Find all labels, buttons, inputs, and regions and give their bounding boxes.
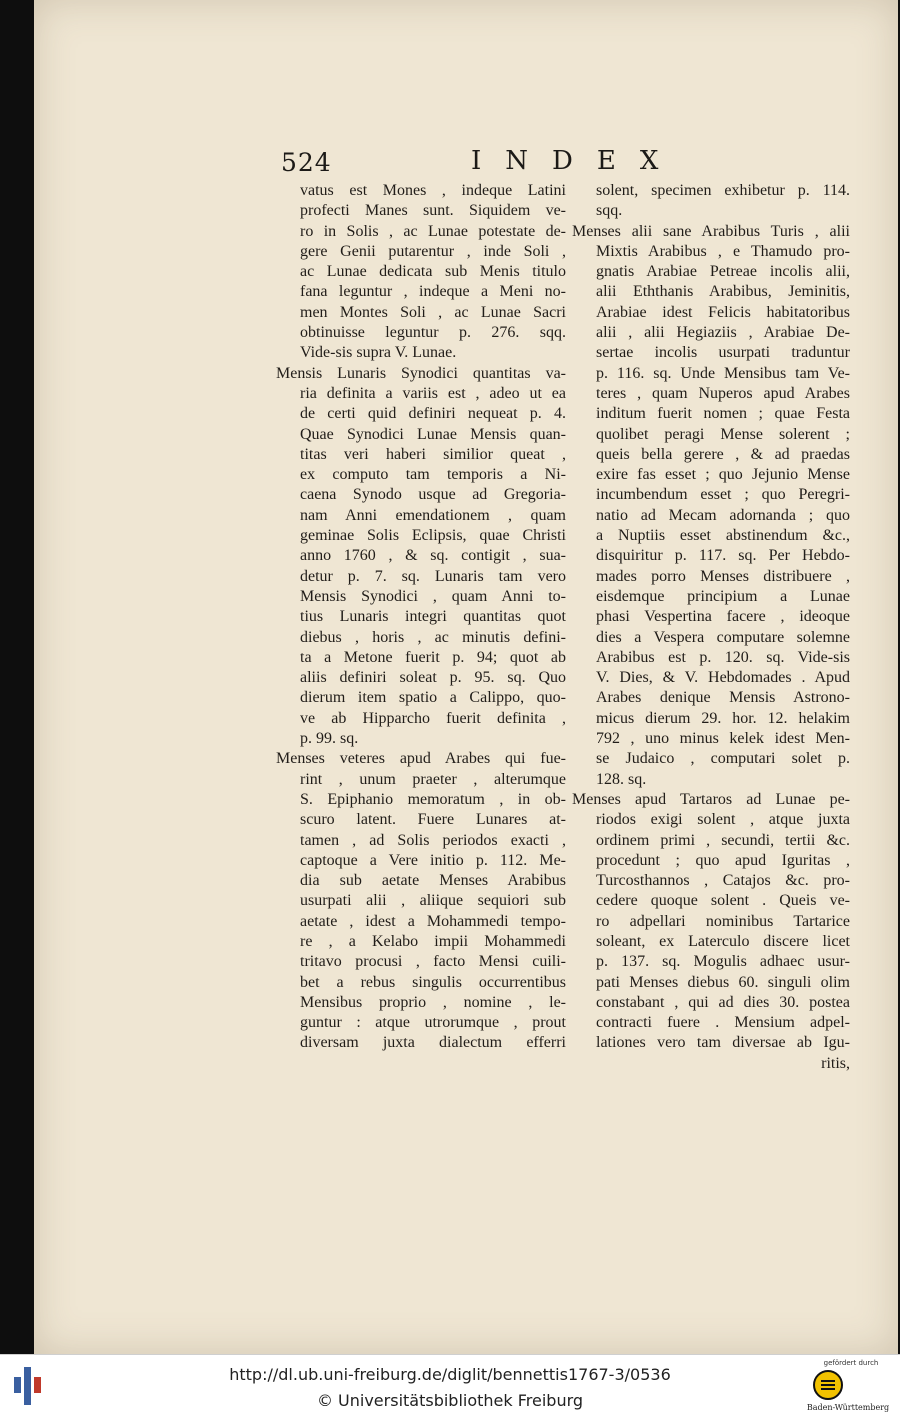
text-line: dies a Vespera computare solemne (596, 628, 850, 646)
text-line: usurpati alii , aliique sequiori sub (300, 892, 566, 910)
coat-of-arms-icon (812, 1369, 844, 1401)
text-line: fana leguntur , indeque a Meni no- (300, 283, 566, 301)
text-line: rint , unum praeter , alterumque (300, 770, 566, 788)
text-line: obtinuisse leguntur p. 276. sqq. (300, 324, 566, 342)
text-line: Arabiae idest Felicis habitatoribus (596, 303, 850, 321)
right-column (572, 181, 850, 1074)
text-line: Mixtis Arabibus , e Thamudo pro- (596, 242, 850, 260)
text-line: phasi Vespertina facere , ideoque (596, 608, 850, 626)
text-line: Turcosthannos , Catajos &c. pro- (596, 872, 850, 890)
text-line: gnatis Arabiae Petreae incolis alii, (596, 263, 850, 281)
text-line: quolibet peragi Mense solerent ; (596, 425, 850, 443)
text-line: a Nuptiis esset abstinendum &c., (596, 527, 850, 545)
text-line: procedunt ; quo apud Iguritas , (596, 851, 850, 869)
text-line: tius Lunaris integri quantitas quot (300, 608, 566, 626)
text-line: guntur : atque utrorumque , prout (300, 1014, 566, 1032)
sponsor-label: gefördert durch (823, 1359, 879, 1367)
text-line: Mensis Lunaris Synodici quantitas va- (276, 364, 566, 382)
text-line: alii Eththanis Arabibus, Jeminitis, (596, 283, 850, 301)
text-line: detur p. 7. sq. Lunaris tam vero (300, 567, 566, 585)
text-line: disquiritur p. 117. sq. Per Hebdo- (596, 547, 850, 565)
text-line: Arabibus est p. 120. sq. Vide-sis (596, 648, 850, 666)
text-line: ac Lunae dedicata sub Menis titulo (300, 263, 566, 281)
text-line: ordinem primi , secundi, tertii &c. (596, 831, 850, 849)
text-line: 128. sq. (596, 770, 647, 788)
text-line: dia sub aetate Menses Arabibus (300, 872, 566, 890)
text-line: alii , alii Hegiaziis , Arabiae De- (596, 324, 850, 342)
text-line: soleant, ex Laterculo discere licet (596, 932, 850, 950)
text-line: p. 99. sq. (300, 730, 359, 748)
text-line: diebus , horis , ac minutis defini- (300, 628, 566, 646)
page-header (281, 148, 761, 184)
text-line: queis bella gerere , & ad praedas (596, 445, 850, 463)
text-line: men Montes Soli , ac Lunae Sacri (300, 303, 566, 321)
text-line: exire fas esset ; quo Jejunio Mense (596, 466, 850, 484)
text-line: p. 116. sq. Unde Mensibus tam Ve- (596, 364, 850, 382)
text-line: sertae incolis usurpati traduntur (596, 344, 850, 362)
text-line: ria definita a variis est , adeo ut ea (300, 384, 566, 402)
text-line: Vide-sis supra V. Lunae. (300, 344, 457, 362)
text-line: sqq. (596, 202, 623, 220)
text-line: diversam juxta dialectum efferri (300, 1034, 566, 1052)
text-line: dierum item spatio a Calippo, quo- (300, 689, 566, 707)
text-line: natio ad Mecam adornanda ; quo (596, 506, 850, 524)
text-line: solent, specimen exhibetur p. 114. (596, 182, 850, 199)
text-line: V. Dies, & V. Hebdomades . Apud (596, 669, 850, 687)
text-line: tamen , ad Solis periodos exacti , (300, 831, 566, 849)
text-line: titas veri haberi similior queat , (300, 445, 566, 463)
text-line: aliis definiri soleat p. 95. sq. Quo (300, 669, 566, 687)
text-line: incumbendum esset ; quo Peregri- (596, 486, 850, 504)
text-line: gere Genii putarentur , inde Soli , (300, 242, 566, 260)
text-line: contracti fuere . Mensium adpel- (596, 1014, 850, 1032)
text-line: vatus est Mones , indeque Latini (300, 182, 566, 199)
text-line: nam Anni emendationem , quam (300, 506, 566, 524)
permalink-url[interactable]: http://dl.ub.uni-freiburg.de/diglit/bennettis1767-3/0536 (229, 1365, 671, 1384)
text-line: ta a Metone fuerit p. 94; quot ab (300, 648, 566, 666)
text-line: riodos exigi solent , atque juxta (596, 811, 850, 829)
text-line: lationes vero tam diversae ab Igu- (596, 1034, 850, 1052)
text-line: aetate , idest a Mohammedi tempo- (300, 912, 566, 930)
text-line: captoque a Vere initio p. 112. Me- (300, 851, 566, 869)
text-line: 792 , uno minus kelek idest Men- (596, 730, 850, 748)
text-line: Mensibus proprio , nomine , le- (300, 993, 566, 1011)
text-line: Mensis Synodici , quam Anni to- (300, 587, 566, 605)
text-line: de certi quid definiri nequeat p. 4. (300, 405, 566, 423)
page-number: 524 (281, 148, 332, 177)
text-line: mades porro Menses distribuere , (596, 567, 850, 585)
text-line: tritavo procusi , facto Mensi cuili- (300, 953, 566, 971)
text-line: constabant , qui ad dies 30. postea (596, 993, 850, 1011)
text-line: re , a Kelabo impii Mohammedi (300, 932, 566, 950)
text-line: caena Synodo usque ad Gregoria- (300, 486, 566, 504)
left-column (276, 181, 566, 1054)
text-line: ritis, (821, 1054, 850, 1072)
text-line: micus dierum 29. hor. 12. helakim (596, 709, 850, 727)
text-line: Arabes denique Mensis Astrono- (596, 689, 850, 707)
text-line: ro in Solis , ac Lunae potestate de- (300, 222, 566, 240)
text-line: geminae Solis Eclipsis, quae Christi (300, 527, 566, 545)
text-line: ve ab Hipparcho fuerit definita , (300, 709, 566, 727)
text-line: se Judaico , computari solet p. (596, 750, 850, 768)
text-line: anno 1760 , & sq. contigit , sua- (300, 547, 566, 565)
text-line: bet a rebus singulis occurrentibus (300, 973, 566, 991)
text-line: p. 137. sq. Mogulis adhaec usur- (596, 953, 850, 971)
text-line: Quae Synodici Lunae Mensis quan- (300, 425, 566, 443)
copyright-notice: © Universitätsbibliothek Freiburg (316, 1391, 584, 1410)
text-line: eisdemque principium a Lunae (596, 587, 850, 605)
text-line: Menses veteres apud Arabes qui fue- (276, 750, 566, 768)
text-line: pati Menses diebus 60. singuli olim (596, 973, 850, 991)
text-line: profecti Manes sunt. Siquidem ve- (300, 202, 566, 220)
viewer-footer (0, 1354, 900, 1417)
text-line: Menses apud Tartaros ad Lunae pe- (572, 790, 850, 808)
text-line: teres , quam Nuperos apud Arabes (596, 384, 850, 402)
text-line: S. Epiphanio memoratum , in ob- (300, 790, 566, 808)
text-line: cedere quoque solent . Queis ve- (596, 892, 850, 910)
text-line: scuro latent. Fuere Lunares at- (300, 811, 566, 829)
text-line: inditum fuerit nomen ; quae Festa (596, 405, 850, 423)
text-line: Menses alii sane Arabibus Turis , alii (572, 222, 850, 240)
text-line: ex computo tam temporis a Ni- (300, 466, 566, 484)
text-line: ro adpellari nominibus Tartarice (596, 912, 850, 930)
running-title: INDEX (471, 146, 683, 176)
sponsor-name: Baden-Württemberg (806, 1403, 890, 1412)
